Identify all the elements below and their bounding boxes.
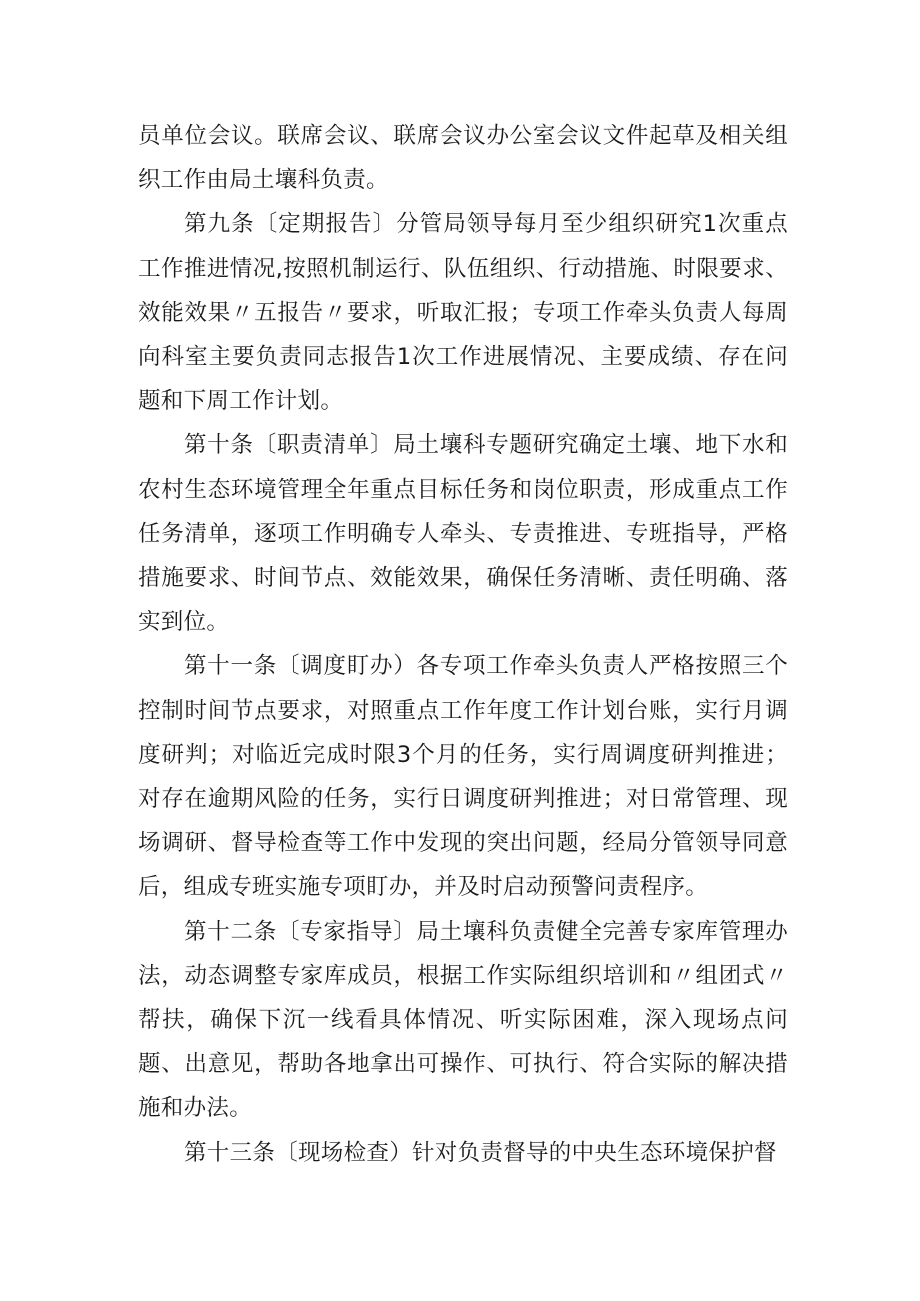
- paragraph-article-10: 第十条〔职责清单〕局土壤科专题研究确定土壤、地下水和农村生态环境管理全年重点目标任务和岗位职责，形成重点工作任务清单，逐项工作明确专人牵头、专责推进、专班指导，严格措施要求、时间节点、效能效果，确保任务清晰、责任明确、落实到位。: [138, 432, 788, 636]
- paragraph-article-13: 第十三条〔现场检查）针对负责督导的中央生态环境保护督: [184, 1139, 777, 1166]
- paragraph-article-9: 第九条〔定期报告〕分管局领导每月至少组织研究1次重点工作推进情况,按照机制运行、队伍组织、行动措施、时限要求、效能效果〃五报告〃要求，听取汇报；专项工作牵头负责人每周向科室主要负责同志报告1次工作进展情况、主要成绩、存在问题和下周工作计划。: [138, 211, 788, 415]
- document-body: [138, 114, 788, 1175]
- paragraph-article-12: 第十二条〔专家指导〕局土壤科负责健全完善专家库管理办法，动态调整专家库成员，根据工作实际组织培训和〃组团式〃帮扶，确保下沉一线看具体情况、听实际困难，深入现场点问题、出意见，帮助各地拿出可操作、可执行、符合实际的解决措施和办法。: [138, 918, 788, 1122]
- paragraph-continuation: 员单位会议。联席会议、联席会议办公室会议文件起草及相关组织工作由局土壤科负责。: [138, 123, 788, 194]
- paragraph-article-11: 第十一条〔调度盯办）各专项工作牵头负责人严格按照三个控制时间节点要求，对照重点工作年度工作计划台账，实行月调度研判；对临近完成时限3个月的任务，实行周调度研判推进；对存在逾期风险的任务，实行日调度研判推进；对日常管理、现场调研、督导检查等工作中发现的突出问题，经局分管领导同意后，组成专班实施专项盯办，并及时启动预警问责程序。: [138, 653, 788, 901]
